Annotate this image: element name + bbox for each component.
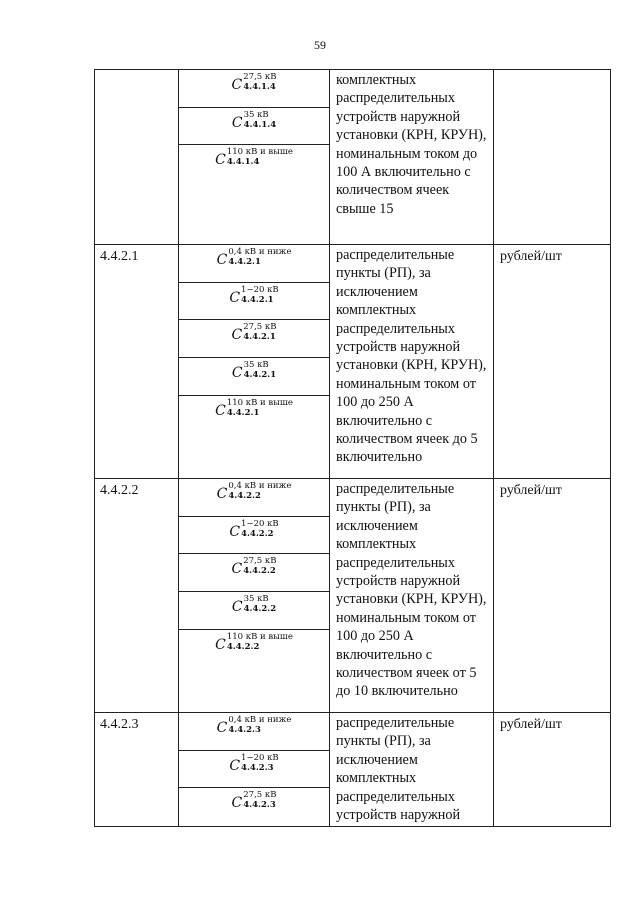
symbol-letter: C	[231, 599, 243, 615]
voltage-superscript: 110 кВ и выше	[226, 147, 293, 157]
page-number: 59	[314, 38, 326, 52]
row-description: распределительные пункты (РП), за исключением комплектных распределительных устройств наружной установки (КРН, КРУН), номинальным током от 100 до 250 А включительно с количеством ячеек от 5 до 10 включительно	[330, 479, 494, 713]
voltage-superscript: 27,5 кВ	[243, 790, 277, 800]
code-subscript: 4.4.2.1	[226, 408, 260, 418]
voltage-superscript: 1−20 кВ	[241, 285, 279, 295]
table-row	[95, 245, 611, 479]
code-subscript: 4.4.1.4	[243, 120, 277, 130]
rate-formula	[229, 751, 278, 774]
row-unit: рублей/шт	[494, 713, 611, 827]
rate-formula	[232, 788, 277, 811]
symbol-letter: C	[231, 115, 243, 131]
table-row	[95, 70, 611, 245]
rate-symbol	[179, 751, 329, 788]
row-code: 4.4.2.2	[95, 479, 179, 713]
code-subscript: 4.4.2.2	[243, 604, 277, 614]
code-subscript: 4.4.2.1	[243, 332, 276, 342]
rate-symbol	[179, 396, 329, 478]
voltage-superscript: 0,4 кВ и ниже	[228, 715, 292, 725]
symbol-cell	[179, 713, 330, 827]
code-subscript: 4.4.2.1	[228, 257, 261, 267]
voltage-superscript: 27,5 кВ	[243, 72, 277, 82]
symbol-letter: C	[216, 486, 228, 502]
code-subscript: 4.4.2.1	[241, 295, 274, 305]
rate-formula	[232, 554, 277, 577]
row-description: распределительные пункты (РП), за исключением комплектных распределительных устройств наружной	[330, 713, 494, 827]
code-subscript: 4.4.2.2	[243, 566, 276, 576]
rate-symbol	[179, 517, 329, 554]
rate-symbol	[179, 108, 329, 145]
code-subscript: 4.4.1.4	[226, 157, 260, 167]
symbol-letter: C	[216, 720, 228, 736]
voltage-superscript: 110 кВ и выше	[226, 398, 293, 408]
row-code	[95, 70, 179, 245]
rate-symbol	[179, 630, 329, 712]
rate-formula	[232, 358, 276, 381]
rate-formula	[217, 245, 292, 268]
symbol-letter: C	[231, 561, 243, 577]
rate-formula	[229, 517, 278, 540]
code-subscript: 4.4.1.4	[243, 82, 276, 92]
voltage-superscript: 1−20 кВ	[241, 753, 279, 763]
rate-symbol	[179, 358, 329, 396]
code-subscript: 4.4.2.3	[228, 725, 261, 735]
voltage-superscript: 35 кВ	[243, 594, 269, 604]
symbol-letter: C	[229, 758, 241, 774]
row-unit: рублей/шт	[494, 479, 611, 713]
table-row	[95, 713, 611, 827]
symbol-cell	[179, 245, 330, 479]
row-unit: рублей/шт	[494, 245, 611, 479]
rate-symbol	[179, 245, 329, 283]
symbol-letter: C	[231, 795, 243, 811]
rate-symbol	[179, 592, 329, 630]
row-description: комплектных распределительных устройств наружной установки (КРН, КРУН), номинальным током до 100 А включительно с количеством ячеек свыше 15	[330, 70, 494, 245]
rate-symbol	[179, 713, 329, 751]
code-subscript: 4.4.2.2	[228, 491, 261, 501]
code-subscript: 4.4.2.1	[243, 370, 277, 380]
rate-formula	[232, 592, 276, 615]
symbol-letter: C	[231, 327, 243, 343]
voltage-superscript: 27,5 кВ	[243, 322, 277, 332]
tariff-table	[94, 69, 611, 827]
symbol-letter: C	[215, 403, 226, 419]
voltage-superscript: 110 кВ и выше	[226, 632, 293, 642]
rate-symbol	[179, 70, 329, 108]
symbol-letter: C	[215, 637, 226, 653]
rate-formula	[229, 283, 278, 306]
rate-formula	[232, 70, 277, 93]
rate-symbol	[179, 145, 329, 244]
rate-symbol	[179, 479, 329, 517]
row-code: 4.4.2.3	[95, 713, 179, 827]
voltage-superscript: 0,4 кВ и ниже	[228, 247, 292, 257]
code-subscript: 4.4.2.2	[241, 529, 274, 539]
table-row	[95, 479, 611, 713]
voltage-superscript: 0,4 кВ и ниже	[228, 481, 292, 491]
rate-formula	[217, 479, 292, 502]
symbol-letter: C	[229, 290, 241, 306]
rate-symbol	[179, 554, 329, 592]
code-subscript: 4.4.2.3	[241, 763, 274, 773]
voltage-superscript: 1−20 кВ	[241, 519, 279, 529]
rate-formula	[217, 713, 292, 736]
symbol-letter: C	[229, 524, 241, 540]
symbol-cell	[179, 70, 330, 245]
rate-symbol	[179, 320, 329, 358]
symbol-letter: C	[216, 252, 228, 268]
row-code: 4.4.2.1	[95, 245, 179, 479]
voltage-superscript: 35 кВ	[243, 360, 269, 370]
rate-formula	[215, 396, 293, 419]
row-description: распределительные пункты (РП), за исключением комплектных распределительных устройств наружной установки (КРН, КРУН), номинальным током от 100 до 250 А включительно с количеством ячеек до 5 включительно	[330, 245, 494, 479]
symbol-letter: C	[231, 365, 243, 381]
voltage-superscript: 35 кВ	[243, 110, 269, 120]
rate-formula	[232, 320, 277, 343]
rate-formula	[215, 145, 293, 168]
code-subscript: 4.4.2.2	[226, 642, 260, 652]
rate-symbol	[179, 788, 329, 826]
symbol-cell	[179, 479, 330, 713]
rate-formula	[232, 108, 276, 131]
symbol-letter: C	[231, 77, 243, 93]
symbol-letter: C	[215, 152, 226, 168]
voltage-superscript: 27,5 кВ	[243, 556, 277, 566]
row-unit	[494, 70, 611, 245]
rate-formula	[215, 630, 293, 653]
code-subscript: 4.4.2.3	[243, 800, 276, 810]
rate-symbol	[179, 283, 329, 320]
